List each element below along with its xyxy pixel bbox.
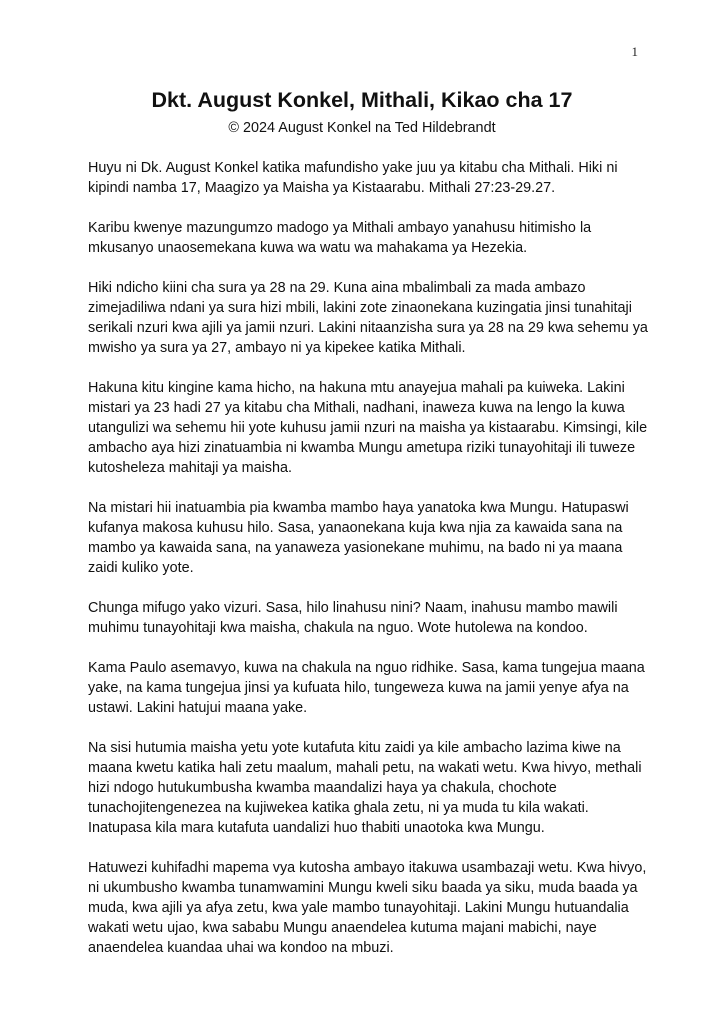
paragraph-5: Na mistari hii inatuambia pia kwamba mambo haya yanatoka kwa Mungu. Hatupaswi kufanya makosa kuhusu hilo. Sasa, yanaonekana kuja kwa njia za kawaida sana na mambo ya kawaida sana, na yanaweza yasionekane muhimu, na bado ni ya maana zaidi kuliko yote.	[88, 500, 629, 576]
paragraph-3: Hiki ndicho kiini cha sura ya 28 na 29. Kuna aina mbalimbali za mada ambazo zimejadiliwa ndani ya sura hizi mbili, lakini zote zinaonekana kuzingatia jinsi tunahitaji serikali nzuri kwa ajili ya jamii nzuri. Lakini nitaanzisha sura ya 28 na 29 kwa sehemu ya mwisho ya sura ya 27, ambayo ni ya kipekee katika Mithali.	[88, 280, 648, 356]
document-body	[88, 158, 654, 978]
paragraph-1: Huyu ni Dk. August Konkel katika mafundisho yake juu ya kitabu cha Mithali. Hiki ni kipindi namba 17, Maagizo ya Maisha ya Kistaarabu. Mithali 27:23-29.27.	[88, 160, 618, 196]
paragraph-8: Na sisi hutumia maisha yetu yote kutafuta kitu zaidi ya kile ambacho lazima kiwe na maana kwetu katika hali zetu maalum, mahali petu, na wakati wetu. Kwa hivyo, methali hizi ndogo hutukumbusha kwamba maandalizi haya ya chakula, chochote tunachojitengenezea na kujiwekea katika ghala zetu, ni ya muda tu kila wakati. Inatupasa kila mara kutafuta uandalizi huo thabiti unaotoka kwa Mungu.	[88, 740, 642, 836]
page-number: 1	[631, 44, 638, 59]
document-title: Dkt. August Konkel, Mithali, Kikao cha 17	[151, 88, 573, 112]
paragraph-4: Hakuna kitu kingine kama hicho, na hakuna mtu anayejua mahali pa kuiweka. Lakini mistari ya 23 hadi 27 ya kitabu cha Mithali, nadhani, inaweza kuwa na lengo la kuwa utangulizi wa sehemu hii yote kuhusu jamii nzuri na maisha ya kistaarabu. Kimsingi, kile ambacho aya hizi zinatuambia ni kwamba Mungu ametupa riziki tunayohitaji ili tuweze kutosheleza mahitaji ya maisha.	[88, 380, 648, 476]
paragraph-2: Karibu kwenye mazungumzo madogo ya Mithali ambayo yanahusu hitimisho la mkusanyo unaosemekana kuwa wa watu wa mahakama ya Hezekia.	[88, 220, 592, 256]
paragraph-9: Hatuwezi kuhifadhi mapema vya kutosha ambayo itakuwa usambazaji wetu. Kwa hivyo, ni ukumbusho kwamba tunamwamini Mungu kweli siku baada ya siku, muda baada ya muda, kwa ajili ya afya zetu, kwa yale mambo tunayohitaji. Lakini Mungu hutuandalia wakati wetu ujao, kwa sababu Mungu anaendelea kutuma majani mabichi, naye anaendelea kuandaa uhai wa kondoo na mbuzi.	[88, 860, 647, 956]
paragraph-6: Chunga mifugo yako vizuri. Sasa, hilo linahusu nini? Naam, inahusu mambo mawili muhimu tunayohitaji kwa maisha, chakula na nguo. Wote hutolewa na kondoo.	[88, 600, 618, 636]
paragraph-7: Kama Paulo asemavyo, kuwa na chakula na nguo ridhike. Sasa, kama tungejua maana yake, na kama tungejua jinsi ya kufuata hilo, tungeweza kuwa na jamii yenye afya na ustawi. Lakini hatujui maana yake.	[88, 660, 645, 716]
copyright-line: © 2024 August Konkel na Ted Hildebrandt	[228, 120, 496, 136]
